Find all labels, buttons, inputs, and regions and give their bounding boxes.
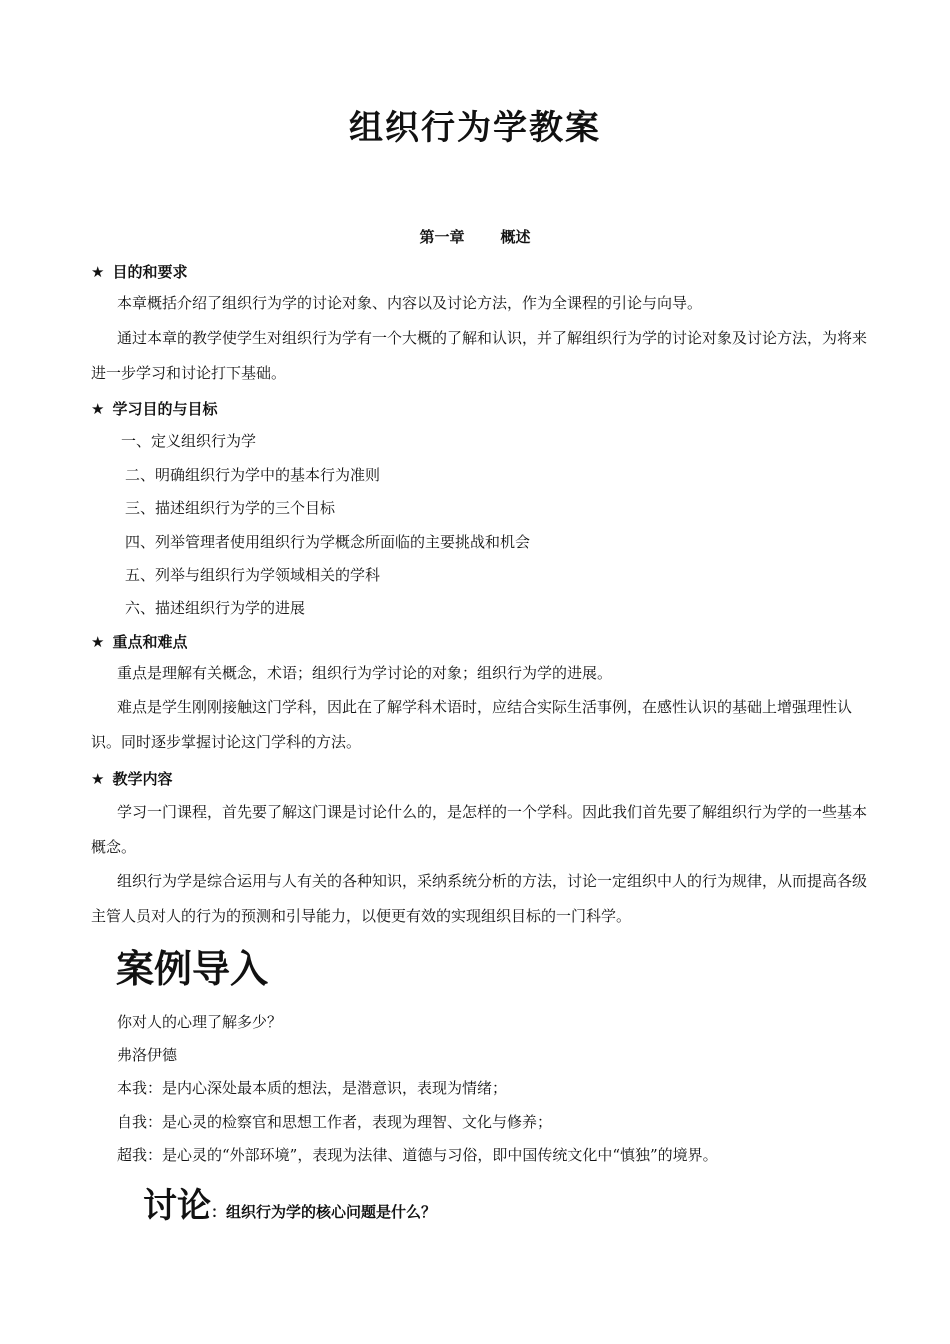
- star-icon: ★: [91, 770, 105, 788]
- chapter-heading: [0, 226, 950, 247]
- section-heading-content: ★ 教学内容: [91, 770, 173, 788]
- star-icon: ★: [91, 263, 105, 281]
- objective-item: 一、定义组织行为学: [121, 432, 257, 450]
- case-line: 自我：是心灵的检察官和思想工作者，表现为理智、文化与修养；: [117, 1113, 553, 1131]
- objective-item: 五、列举与组织行为学领域相关的学科: [125, 566, 381, 584]
- star-icon: ★: [91, 633, 105, 651]
- discussion-label: 讨论: [143, 1186, 211, 1226]
- case-heading: 案例导入: [116, 947, 269, 991]
- goals-paragraph-1: 本章概括介绍了组织行为学的讨论对象、内容以及讨论方法，作为全课程的引论与向导。: [117, 294, 703, 312]
- chapter-name: 概述: [500, 228, 531, 246]
- star-icon: ★: [91, 400, 105, 418]
- discussion: [143, 1178, 436, 1227]
- chapter-number: 第一章: [419, 228, 465, 246]
- objective-item: 三、描述组织行为学的三个目标: [125, 499, 336, 517]
- objective-item: 六、描述组织行为学的进展: [125, 599, 306, 617]
- discussion-colon: ：: [211, 1203, 227, 1221]
- objective-item: 四、列举管理者使用组织行为学概念所面临的主要挑战和机会: [125, 533, 531, 551]
- case-line: 本我：是内心深处最本质的想法，是潜意识，表现为情绪；: [117, 1079, 508, 1097]
- document-title: 组织行为学教案: [349, 108, 601, 148]
- objective-item: 二、明确组织行为学中的基本行为准则: [125, 466, 381, 484]
- keypoints-paragraph-2: 难点是学生刚刚接触这门学科，因此在了解学科术语时，应结合实际生活事例，在感性认识的基础上增强理性认识。同时逐步掌握讨论这门学科的方法。: [91, 698, 853, 751]
- case-line: 超我：是心灵的“外部环境”，表现为法律、道德与习俗，即中国传统文化中“慎独”的境界。: [117, 1146, 718, 1164]
- case-line: 弗洛伊德: [117, 1046, 178, 1064]
- keypoints-paragraph-1: 重点是理解有关概念，术语；组织行为学讨论的对象；组织行为学的进展。: [117, 664, 613, 682]
- content-paragraph-1: 学习一门课程，首先要了解这门课是讨论什么的，是怎样的一个学科。因此我们首先要了解组织行为学的一些基本概念。: [91, 803, 868, 856]
- discussion-question: 组织行为学的核心问题是什么？: [226, 1203, 437, 1221]
- section-heading-objectives: ★ 学习目的与目标: [91, 400, 218, 418]
- content-paragraph-2: 组织行为学是综合运用与人有关的各种知识，采纳系统分析的方法，讨论一定组织中人的行为规律，从而提高各级主管人员对人的行为的预测和引导能力，以便更有效的实现组织目标的一门科学。: [91, 872, 868, 925]
- section-heading-keypoints: ★ 重点和难点: [91, 633, 188, 651]
- case-line: 你对人的心理了解多少？: [117, 1013, 283, 1031]
- goals-paragraph-2: 通过本章的教学使学生对组织行为学有一个大概的了解和认识，并了解组织行为学的讨论对象及讨论方法，为将来进一步学习和讨论打下基础。: [91, 329, 868, 382]
- section-heading-goals: ★ 目的和要求: [91, 263, 188, 281]
